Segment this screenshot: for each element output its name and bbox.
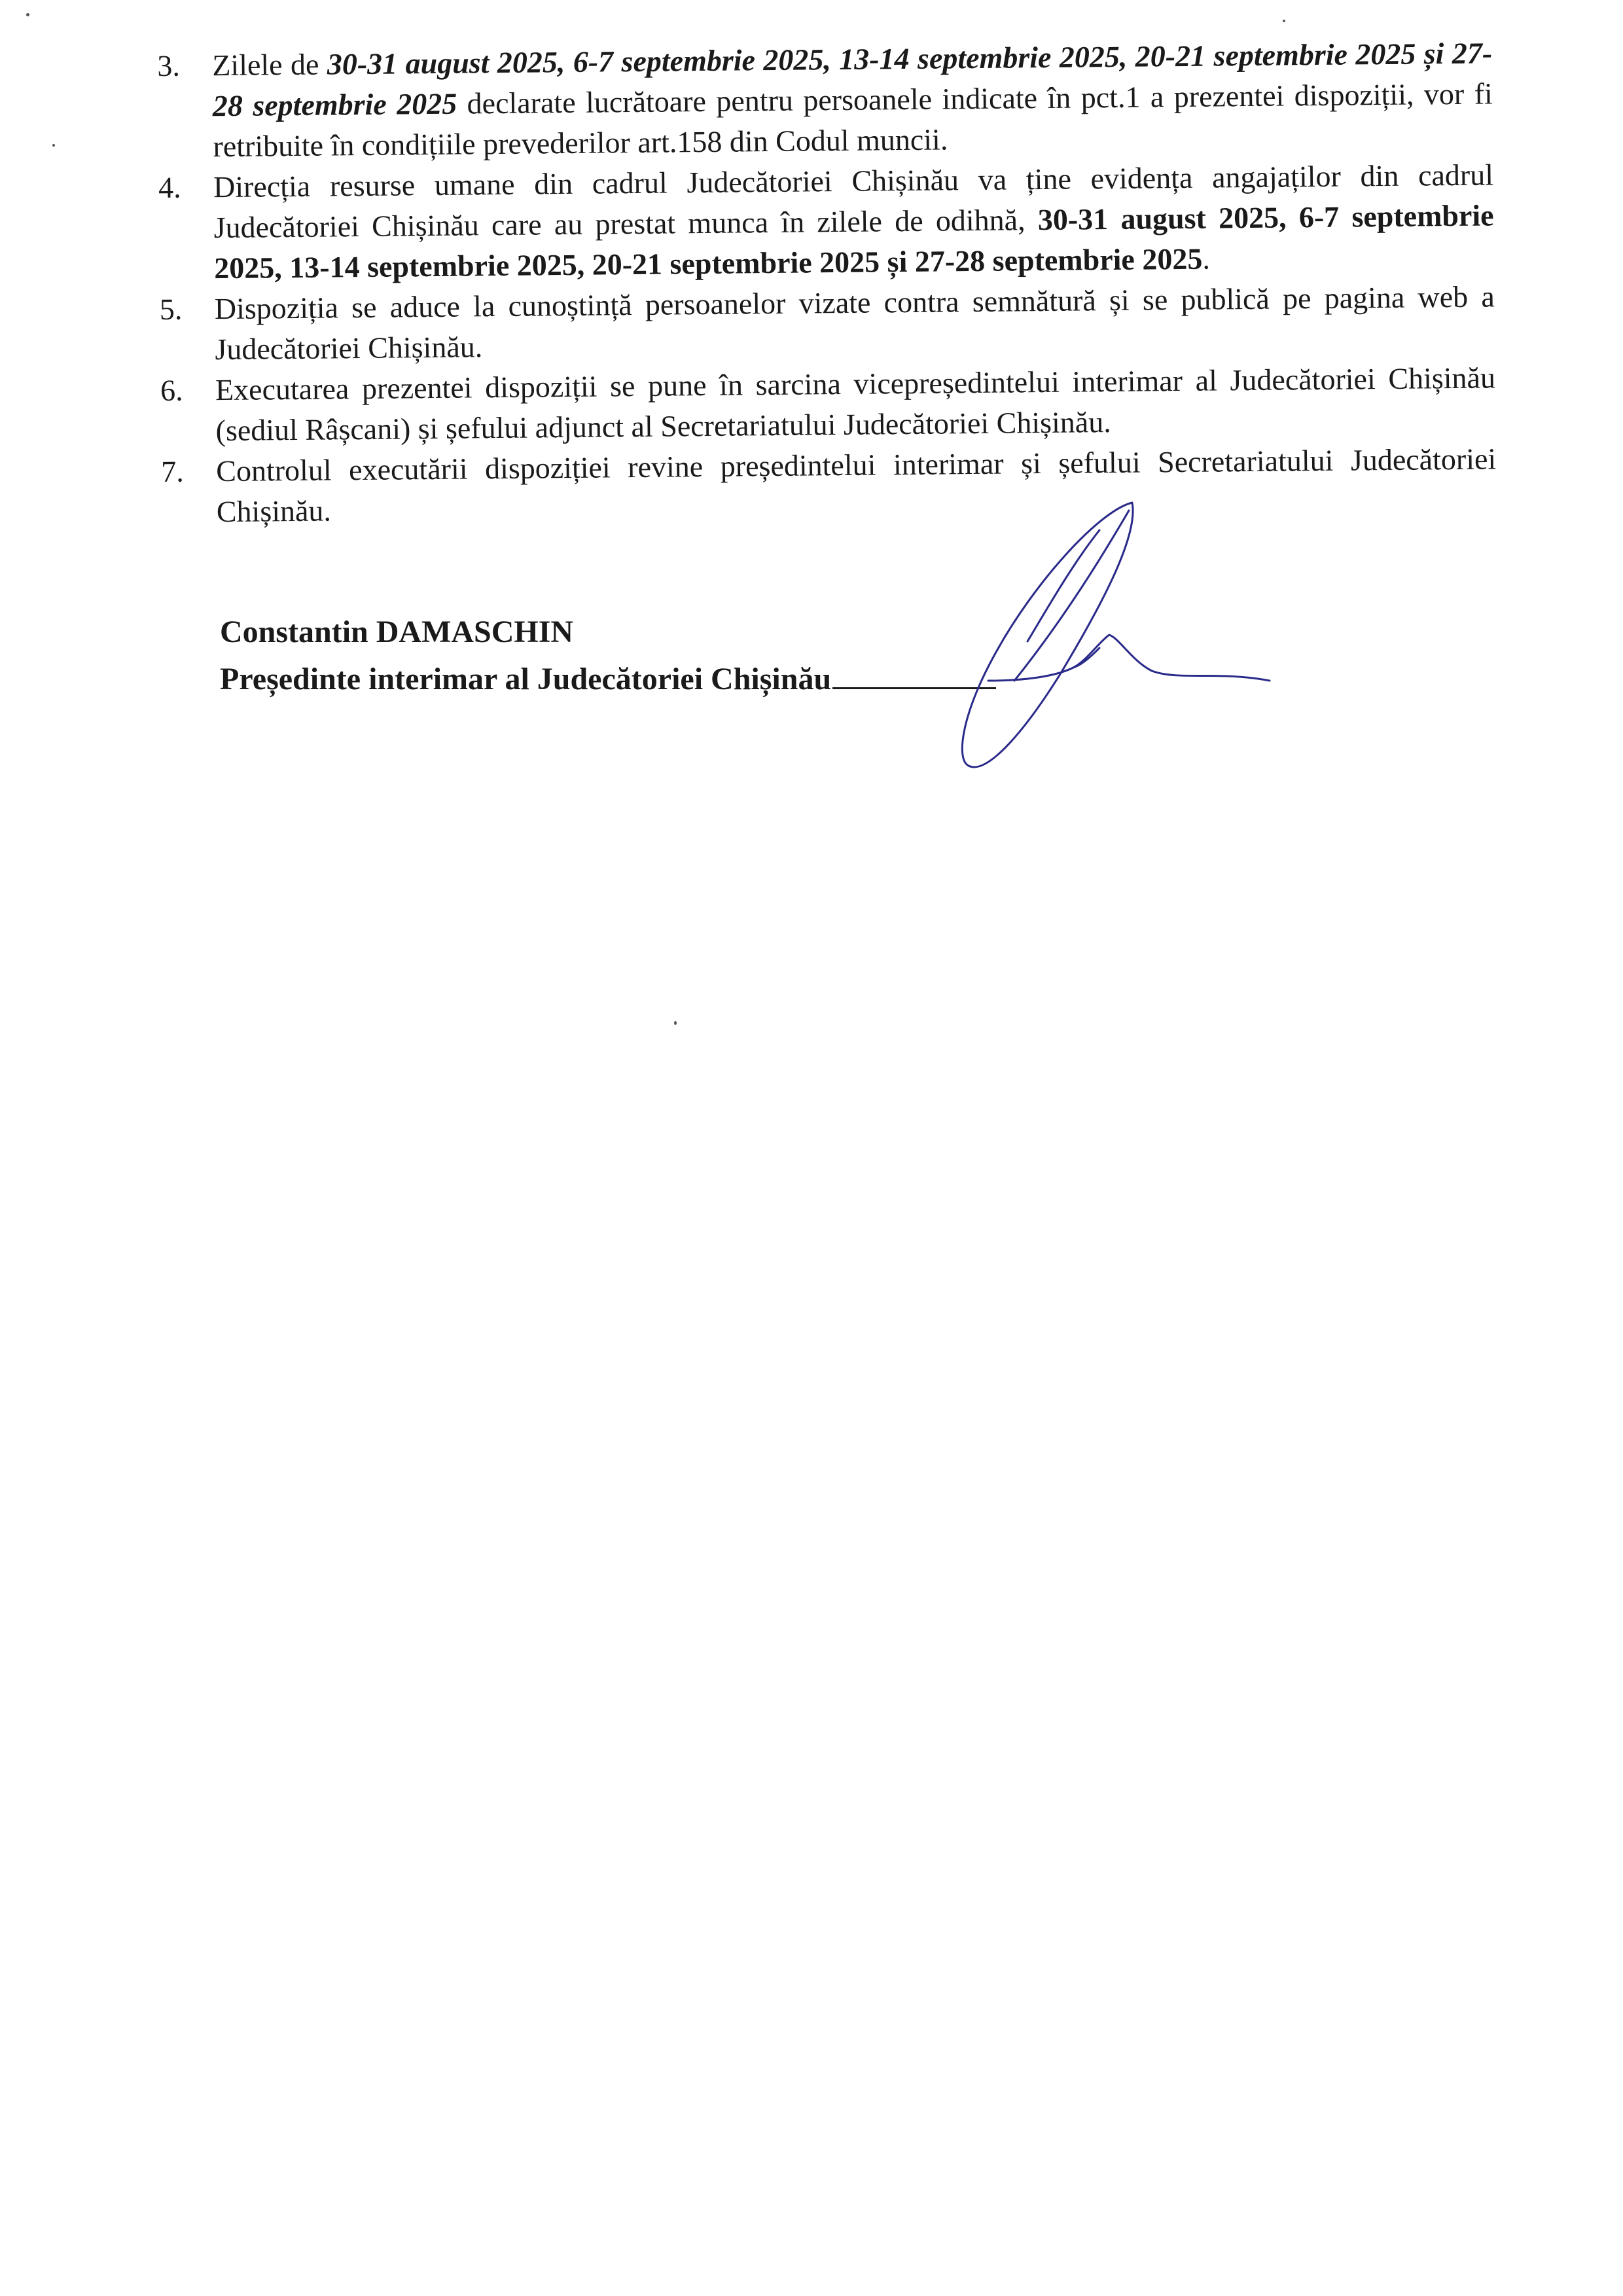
item-text [216, 442, 1496, 528]
item-text [215, 361, 1495, 447]
signatory-position: Președinte interimar al Judecătoriei Chișinău [220, 662, 832, 696]
item-number: 4. [158, 170, 181, 204]
signatory-name: Constantin DAMASCHIN [220, 615, 574, 649]
item-text [215, 279, 1495, 366]
scan-speck [52, 144, 55, 147]
signatory-position-line [220, 662, 996, 696]
text-run: Direcția resurse umane din cadrul Judecătoriei Chișinău va ține evidența angajaților din cadrul Judecătoriei Chișinău care au prestat munca în zilele de odihnă, [213, 158, 1494, 245]
item-number: 5. [159, 292, 183, 326]
list-item [160, 357, 1496, 452]
item-number: 7. [160, 454, 184, 488]
text-run: . [1202, 242, 1211, 276]
list-item [160, 276, 1495, 370]
list-item [158, 154, 1495, 289]
text-run: Controlul executării dispoziției revine președintelui interimar și șefului Secretariatului Judecătoriei Chișinău. [215, 442, 1497, 529]
item-text [213, 158, 1494, 285]
list-item [157, 33, 1493, 168]
scan-speck [26, 13, 29, 16]
text-run: Dispoziția se aduce la cunoștință persoanelor vizate contra semnătură și se publică pe pagina web a Judecătoriei Chișinău. [214, 279, 1495, 367]
item-text [212, 36, 1493, 163]
text-run: Zilele de [212, 47, 328, 82]
item-number: 3. [157, 48, 181, 82]
list-item [161, 439, 1497, 533]
text-run: declarate lucrătoare pentru persoanele indicate în pct.1 a prezentei dispoziții, vor fi retribuite în condițiile prevederilor art.158 din Codul muncii. [213, 77, 1493, 164]
handwritten-signature-icon [903, 484, 1296, 785]
dates-emphasis: 30-31 august 2025, 6-7 septembrie 2025, 13-14 septembrie 2025, 20-21 septembrie 2025 și 27-28 septembrie 2025 [214, 198, 1494, 285]
item-number: 6. [160, 373, 183, 407]
scan-speck [1283, 20, 1285, 22]
dispositions-list [157, 33, 1497, 533]
signature-block [220, 609, 996, 703]
text-run: Executarea prezentei dispoziții se pune în sarcina vicepreședintelui interimar al Judecătoriei Chișinău (sediul Râșcani) și șefului adjunct al Secretariatului Judecătoriei Chișinău. [215, 361, 1496, 448]
dates-emphasis: 30-31 august 2025, 6-7 septembrie 2025, 13-14 septembrie 2025, 20-21 septembrie 2025 și 27-28 septembrie 2025 [212, 36, 1493, 123]
scan-speck [674, 1021, 677, 1025]
